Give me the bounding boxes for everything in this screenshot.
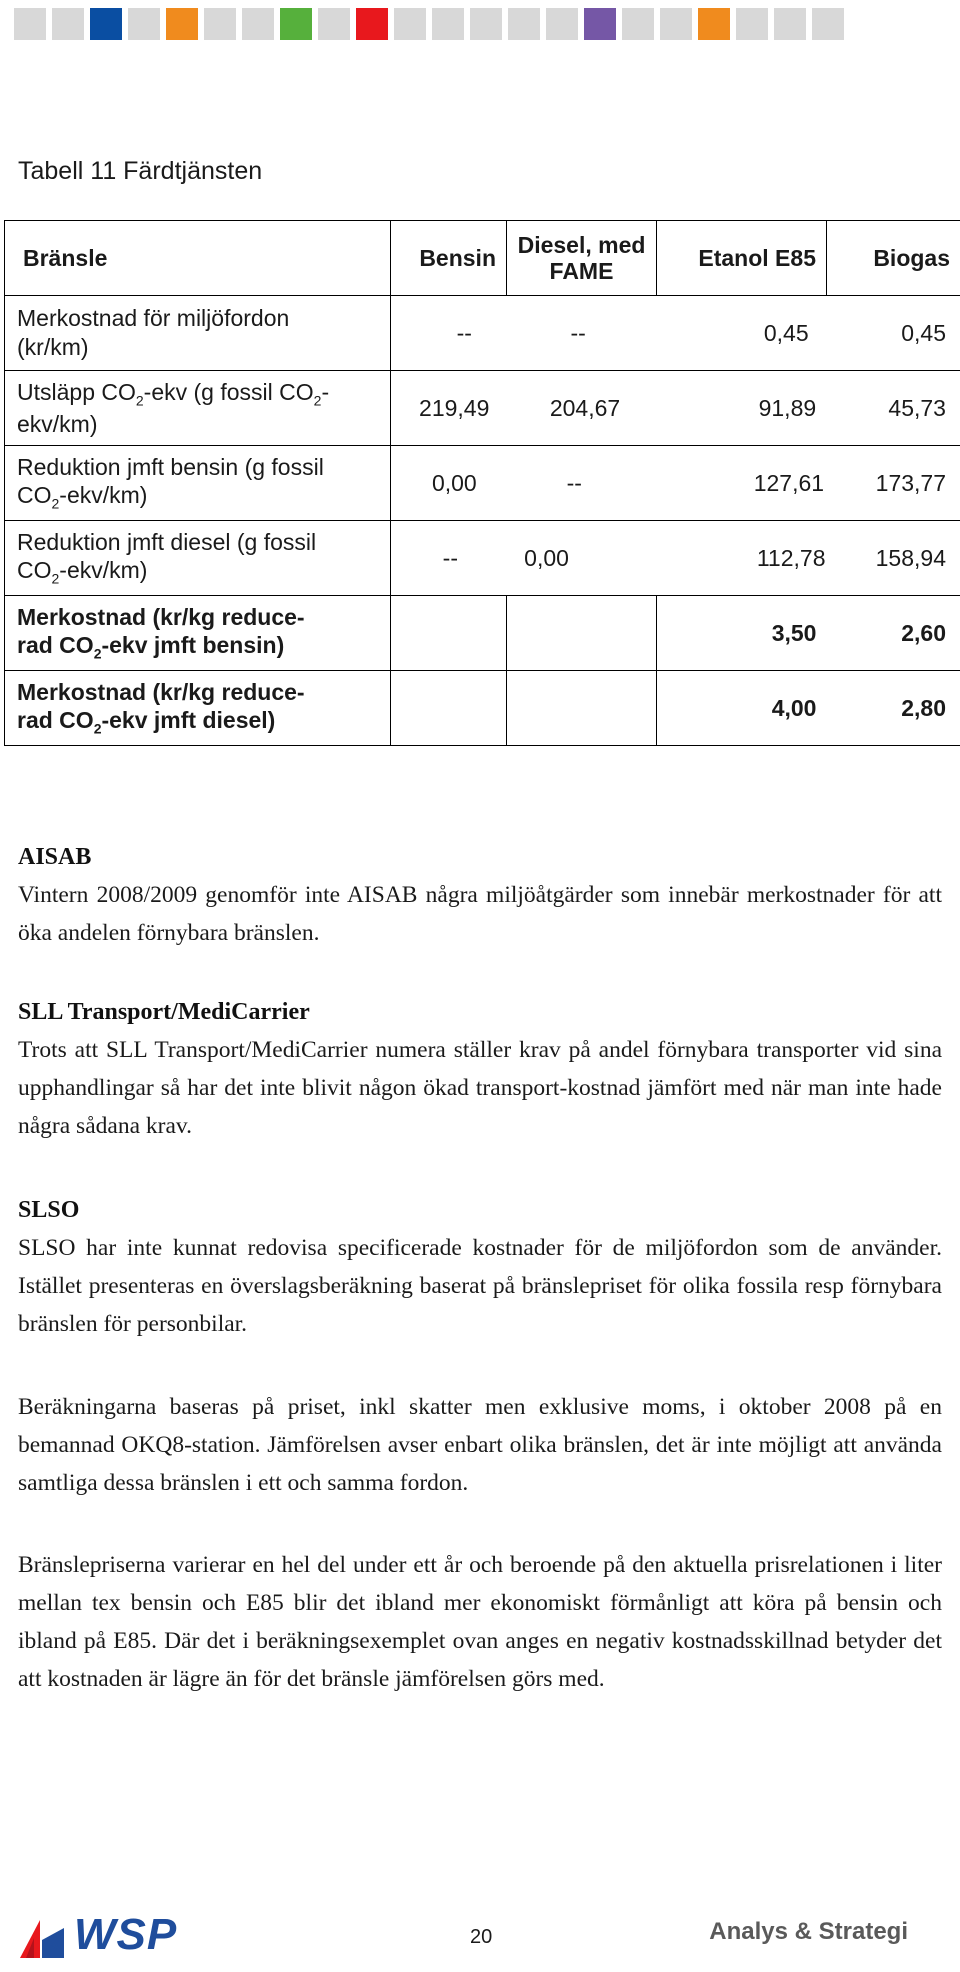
- value-etanol: 3,50: [771, 619, 817, 646]
- color-square: [546, 8, 578, 40]
- color-square: [394, 8, 426, 40]
- logo-text: WSP: [74, 1910, 178, 1959]
- fuel-cost-table: [4, 220, 960, 746]
- value-biogas: 2,80: [901, 694, 946, 721]
- color-square: [14, 8, 46, 40]
- table-row: [5, 446, 960, 521]
- heading-sll: SLL Transport/MediCarrier: [18, 999, 310, 1025]
- paragraph-sll: Trots att SLL Transport/MediCarrier numera ställer krav på andel förnybara transporter vid sina upphandlingar så har det inte blivit någon ökad transport-kostnad jämfört med när man inte hade några sådana krav.: [18, 1037, 942, 1139]
- table-caption: Tabell 11 Färdtjänsten: [18, 157, 263, 185]
- color-square: [774, 8, 806, 40]
- color-square: [204, 8, 236, 40]
- paragraph-aisab: Vintern 2008/2009 genomför inte AISAB några miljöåtgärder som innebär merkostnader för att öka andelen förnybara bränslen.: [18, 882, 942, 946]
- paragraph-prices: Bränslepriserna varierar en hel del under ett år och beroende på den aktuella prisrelationen i liter mellan tex bensin och E85 blir det ibland mer ekonomiskt förmånligt att köra på bensin och ibland på E85. Där det i beräkningsexemplet ovan anges en negativ kostnadsskillnad betyder det att kostnaden är lägre än för det bränsle jämförelsen görs med.: [18, 1552, 942, 1692]
- wsp-logo: [18, 1910, 177, 1960]
- row-label: Reduktion jmft bensin (g fossil $CO_2-ekv/km$): [5, 446, 391, 521]
- color-square: [584, 8, 616, 40]
- value-diesel: --: [570, 319, 586, 346]
- header-fuel: Bränsle: [5, 221, 391, 296]
- header-etanol: Etanol E85: [657, 221, 827, 296]
- row-label: Merkostnad (kr/kg reduce- rad $CO_2$-ekv jmft diesel): [5, 671, 391, 746]
- section-para2: [18, 1388, 942, 1502]
- paragraph-slso: SLSO har inte kunnat redovisa specificerade kostnader för de miljöfordon som de använder. Istället presenteras en överslagsberäkning baserat på bränslepriset för olika fossila resp förnybara bränslen för personbilar.: [18, 1235, 942, 1337]
- table-row: [5, 296, 960, 371]
- value-biogas: 2,60: [901, 619, 946, 646]
- footer-company-unit: Analys & Strategi: [709, 1918, 908, 1945]
- value-etanol: 0,45: [763, 319, 809, 346]
- color-square: [470, 8, 502, 40]
- color-square: [736, 8, 768, 40]
- value-etanol: 4,00: [771, 694, 817, 721]
- table-row: [5, 596, 960, 671]
- table-row: [5, 371, 960, 446]
- value-bensin: 219,49: [419, 394, 490, 421]
- row-label: Merkostnad (kr/kg reduce- rad $CO_2$-ekv jmft bensin): [5, 596, 391, 671]
- wsp-logo-icon: [18, 1910, 68, 1960]
- section-sll: [18, 993, 942, 1145]
- row-label: Utsläpp $CO_2$-ekv (g fossil $CO_2-$ ekv/km): [5, 371, 391, 446]
- color-square: [128, 8, 160, 40]
- value-etanol: 91,89: [758, 394, 817, 421]
- table-row: [5, 671, 960, 746]
- color-square: [90, 8, 122, 40]
- color-square: [812, 8, 844, 40]
- value-etanol: 112,78: [756, 544, 826, 571]
- paragraph-calculation: Beräkningarna baseras på priset, inkl skatter men exklusive moms, i oktober 2008 på en bemannad OKQ8-station. Jämförelsen avser enbart olika bränslen, det är inte möjligt att använda samtliga dessa bränslen i ett och samma fordon.: [18, 1394, 942, 1496]
- heading-aisab: AISAB: [18, 844, 92, 870]
- value-diesel-empty: [507, 671, 657, 746]
- value-biogas: 173,77: [875, 469, 947, 496]
- color-square: [698, 8, 730, 40]
- color-square: [166, 8, 198, 40]
- page-number: 20: [470, 1926, 493, 1948]
- table-row: [5, 521, 960, 596]
- value-bensin: --: [456, 319, 472, 346]
- value-diesel: 204,67: [549, 394, 621, 421]
- color-square: [280, 8, 312, 40]
- top-color-bar: [14, 8, 844, 40]
- value-bensin-empty: [391, 596, 507, 671]
- value-biogas: 45,73: [888, 394, 946, 421]
- value-bensin-empty: [391, 671, 507, 746]
- section-aisab: [18, 838, 942, 952]
- value-diesel: --: [566, 469, 582, 496]
- value-biogas: 158,94: [875, 544, 946, 571]
- value-diesel-empty: [507, 596, 657, 671]
- header-diesel: Diesel, med FAME: [507, 221, 657, 296]
- row-label: Merkostnad för miljöfordon (kr/km): [5, 296, 391, 371]
- value-etanol: 127,61: [753, 469, 825, 496]
- header-biogas: Biogas: [827, 221, 960, 296]
- color-square: [660, 8, 692, 40]
- color-square: [508, 8, 540, 40]
- value-bensin: --: [442, 544, 458, 571]
- header-bensin: Bensin: [391, 221, 507, 296]
- color-square: [432, 8, 464, 40]
- section-para3: [18, 1546, 942, 1698]
- row-label: Reduktion jmft diesel (g fossil $CO_2-ekv/km$): [5, 521, 391, 596]
- section-slso: [18, 1191, 942, 1343]
- table-header-row: [5, 221, 960, 296]
- heading-slso: SLSO: [18, 1197, 80, 1223]
- color-square: [242, 8, 274, 40]
- value-bensin: 0,00: [431, 469, 477, 496]
- color-square: [52, 8, 84, 40]
- color-square: [622, 8, 654, 40]
- color-square: [318, 8, 350, 40]
- value-biogas: 0,45: [901, 319, 946, 346]
- value-diesel: 0,00: [524, 544, 569, 571]
- color-square: [356, 8, 388, 40]
